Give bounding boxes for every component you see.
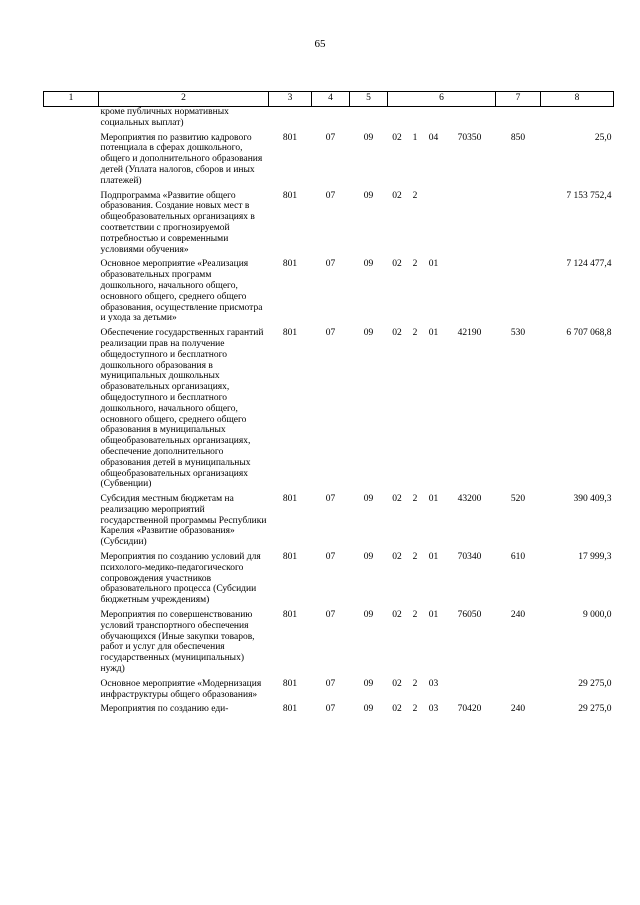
row-cell-c7: 610 [510,552,526,563]
row-description: Мероприятия по развитию кадрового потенциала в сферах дошкольного, общего и дополнительного образования детей (Уплата налогов, сборов и иных платежей) [100,132,263,186]
row-cell-c5: 09 [363,190,374,201]
row-cell-c6b: 2 [412,552,418,563]
row-cell-c6c: 01 [428,494,439,505]
row-description: Мероприятия по созданию условий для психолого-медико-педагогического сопровождения участников образовательного процесса (Субсидии бюджетным учреждениям) [100,552,261,606]
row-cell-c6a: 02 [392,328,402,339]
row-cell-c7: 520 [510,494,526,505]
row-cell-c8: 9 000,0 [583,610,612,621]
table-row [44,494,614,552]
row-cell-c8: 29 275,0 [578,678,612,689]
row-cell-c6d [444,679,496,705]
row-description: Мероприятия по совершенствованию условий транспортного обеспечения обучающихся (Иные закупки товаров, работ и услуг для обеспечения государственных (муниципальных) нужд) [100,610,255,675]
row-cell-c1 [44,494,99,552]
row-cell-c6a: 02 [392,494,402,505]
header-col-4: 4 [312,92,350,107]
row-cell-c6b: 2 [412,190,418,201]
row-cell-c1 [44,552,99,610]
header-col-8: 8 [541,92,614,107]
row-cell-c6a: 02 [392,259,402,270]
row-cell-c6a: 02 [392,678,402,689]
row-cell-c6a: 02 [392,190,402,201]
row-description: кроме публичных нормативных социальных выплат) [100,107,229,128]
row-description: Субсидия местным бюджетам на реализацию мероприятий государственной программы Республики Карелия «Развитие образования» (Субсидии) [100,494,267,548]
row-cell-c6b: 2 [412,610,418,621]
row-cell-c3: 801 [282,678,298,689]
row-cell-c3: 801 [282,610,298,621]
row-cell-c7: 850 [510,132,526,143]
row-cell-c5: 09 [363,552,374,563]
row-cell-c6c: 01 [428,328,439,339]
row-cell-c6b [407,107,424,133]
header-col-2: 2 [99,92,269,107]
row-cell-c6b: 2 [412,494,418,505]
table-row [44,679,614,705]
row-cell-c3 [269,107,312,133]
row-cell-c6c [424,191,444,260]
row-cell-c1 [44,107,99,133]
row-cell-c8: 390 409,3 [573,494,612,505]
row-cell-c8: 25,0 [594,132,612,143]
row-cell-c6a: 02 [392,552,402,563]
row-description: Основное мероприятие «Модернизация инфраструктуры общего образования» [100,678,262,700]
row-description: Подпрограмма «Развитие общего образования. Создание новых мест в общеобразовательных организациях в соответствии с прогнозируемой потребностью и современными условиями обучения» [100,190,255,255]
row-cell-c8: 6 707 068,8 [566,328,612,339]
row-cell-c6c: 01 [428,610,439,621]
page-number: 65 [314,38,326,50]
row-cell-c1 [44,704,99,719]
row-cell-c6c: 01 [428,259,439,270]
row-cell-c6a [388,107,407,133]
table-row [44,610,614,679]
row-cell-c5: 09 [363,494,374,505]
row-cell-c8: 7 153 752,4 [566,190,612,201]
row-description: Мероприятия по созданию еди- [100,704,229,715]
row-cell-c4: 07 [325,678,336,689]
row-cell-c4: 07 [325,704,336,715]
row-cell-c6c [424,107,444,133]
row-cell-c4: 07 [325,610,336,621]
row-cell-c5: 09 [363,678,374,689]
table-row [44,704,614,719]
row-cell-c7: 240 [510,610,526,621]
row-cell-c3: 801 [282,552,298,563]
row-cell-c8: 7 124 477,4 [566,259,612,270]
row-description: Основное мероприятие «Реализация образовательных программ дошкольного, начального общего, основного общего, среднего общего образования, осуществление присмотра и ухода за детьми» [100,259,263,324]
table-header [44,92,614,107]
row-cell-c6c: 01 [428,552,439,563]
table-row [44,191,614,260]
row-cell-c1 [44,191,99,260]
row-cell-c7 [496,679,541,705]
row-cell-c1 [44,679,99,705]
header-col-1: 1 [44,92,99,107]
table-row [44,328,614,494]
row-cell-c1 [44,328,99,494]
row-cell-c4: 07 [325,494,336,505]
row-cell-c5 [350,107,388,133]
row-cell-c5: 09 [363,328,374,339]
header-col-3: 3 [269,92,312,107]
row-cell-c6d: 70420 [457,704,482,715]
row-cell-c1 [44,133,99,191]
row-cell-c3: 801 [282,704,298,715]
header-col-7: 7 [496,92,541,107]
row-cell-c6d: 76050 [457,610,482,621]
row-cell-c4: 07 [325,190,336,201]
row-cell-c6b: 2 [412,328,418,339]
row-cell-c6d [444,259,496,328]
row-description: Обеспечение государственных гарантий реализации прав на получение общедоступного и бесплатного дошкольного образования в муниципальных дошкольных образовательных организациях, общедоступного и бесплатного дошкольного, начального общего, основного общего, среднего общего образования в муниципальных общеобразовательных организациях, обеспечение дополнительного образования детей в муниципальных общеобразовательных организациях (Субвенции) [100,328,264,490]
row-cell-c5: 09 [363,610,374,621]
table-row [44,259,614,328]
row-cell-c6b: 2 [412,678,418,689]
row-cell-c6a: 02 [392,132,402,143]
row-cell-c4: 07 [325,552,336,563]
row-cell-c6d: 42190 [457,328,482,339]
row-cell-c3: 801 [282,328,298,339]
row-cell-c8: 17 999,3 [578,552,612,563]
row-cell-c6a: 02 [392,704,402,715]
row-cell-c7: 530 [510,328,526,339]
row-cell-c7 [496,191,541,260]
header-col-5: 5 [350,92,388,107]
table-row [44,107,614,133]
row-cell-c4 [312,107,350,133]
budget-table [43,91,614,719]
row-cell-c3: 801 [282,494,298,505]
row-cell-c3: 801 [282,190,298,201]
row-cell-c5: 09 [363,132,374,143]
row-cell-c5: 09 [363,704,374,715]
row-cell-c8 [541,107,614,133]
row-cell-c8: 29 275,0 [578,704,612,715]
row-cell-c6b: 2 [412,704,418,715]
header-col-6: 6 [388,92,496,107]
row-cell-c6c: 04 [428,132,439,143]
row-cell-c7 [496,107,541,133]
row-cell-c6d [444,191,496,260]
row-cell-c6c: 03 [428,678,439,689]
row-cell-c6d [444,107,496,133]
row-cell-c7: 240 [510,704,526,715]
table-body [44,107,614,720]
row-cell-c4: 07 [325,132,336,143]
row-cell-c4: 07 [325,328,336,339]
row-cell-c6a: 02 [392,610,402,621]
row-cell-c6c: 03 [428,704,439,715]
row-cell-c6b: 1 [412,132,418,143]
row-cell-c3: 801 [282,259,298,270]
row-cell-c3: 801 [282,132,298,143]
row-cell-c5: 09 [363,259,374,270]
row-cell-c6d: 70350 [457,132,482,143]
row-cell-c7 [496,259,541,328]
row-cell-c1 [44,259,99,328]
row-cell-c4: 07 [325,259,336,270]
row-cell-c1 [44,610,99,679]
row-cell-c6d: 70340 [457,552,482,563]
table-row [44,552,614,610]
table-row [44,133,614,191]
row-cell-c6d: 43200 [457,494,482,505]
row-cell-c6b: 2 [412,259,418,270]
